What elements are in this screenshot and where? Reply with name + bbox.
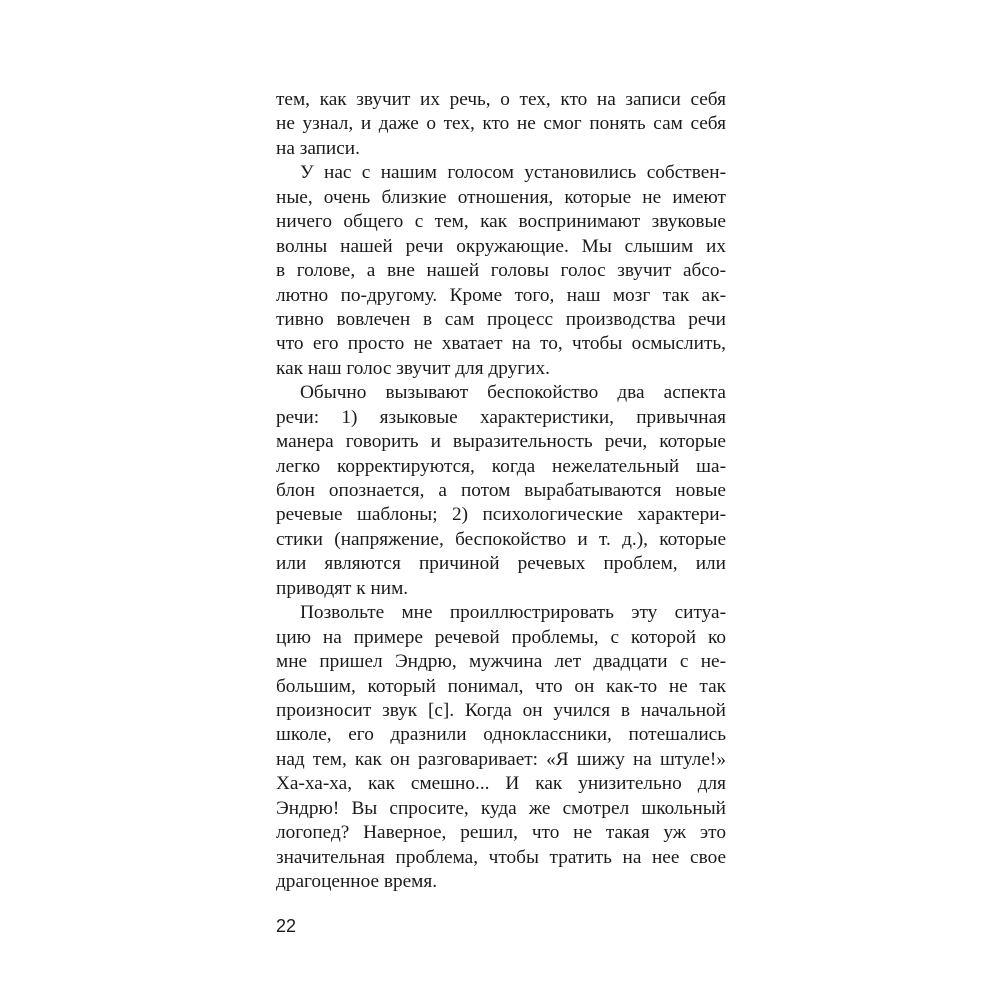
paragraph: [276, 601, 726, 894]
text-line: произносит звук [с]. Когда он учился в начальной: [276, 699, 726, 721]
text-line: легко корректируются, когда нежелательный ша-: [276, 455, 726, 477]
text-line: Ха-ха-ха, как смешно... И как унизительно для: [276, 773, 726, 795]
text-line: над тем, как он разговаривает: «Я шижу на штуле!»: [276, 748, 726, 770]
paragraph: [276, 381, 726, 601]
text-line: на записи.: [276, 137, 360, 159]
text-line: большим, который понимал, что он как-то не так: [276, 675, 726, 697]
text-line: блон опознается, а потом вырабатываются новые: [276, 480, 726, 501]
text-line: Позвольте мне проиллюстрировать эту ситуа-: [300, 602, 726, 624]
text-line: приводят к ним.: [276, 577, 409, 599]
text-line: стики (напряжение, беспокойство и т. д.), которые: [276, 528, 726, 550]
text-line: логопед? Наверное, решил, что не такая уж это: [276, 822, 726, 844]
text-line: речи: 1) языковые характеристики, привычная: [276, 406, 726, 428]
text-line: школе, его дразнили одноклассники, потешались: [276, 724, 726, 746]
page-number: 22: [276, 916, 297, 936]
text-line: лютно по-другому. Кроме того, наш мозг так ак-: [276, 284, 726, 306]
text-line: как наш голос звучит для других.: [276, 357, 550, 379]
text-line: Эндрю! Вы спросите, куда же смотрел школьный: [276, 797, 726, 819]
text-line: или являются причиной речевых проблем, или: [276, 553, 726, 575]
text-line: Обычно вызывают беспокойство два аспекта: [300, 382, 726, 404]
text-line: речевые шаблоны; 2) психологические характери-: [276, 504, 726, 526]
paragraph: [276, 88, 726, 161]
text-line: драгоценное время.: [276, 871, 438, 892]
text-line: У нас с нашим голосом установились собствен-: [300, 162, 726, 184]
text-line: цию на примере речевой проблемы, с которой ко: [276, 626, 726, 648]
text-line: тивно вовлечен в сам процесс производства речи: [276, 308, 726, 330]
text-line: волны нашей речи окружающие. Мы слышим их: [276, 235, 726, 257]
text-line: тем, как звучит их речь, о тех, кто на записи себя: [276, 89, 726, 110]
text-line: ничего общего с тем, как воспринимают звуковые: [276, 211, 726, 233]
paragraph: [276, 161, 726, 381]
text-line: манера говорить и выразительность речи, которые: [276, 431, 726, 453]
text-line: в голове, а вне нашей головы голос звучит абсо-: [276, 260, 726, 282]
text-line: мне пришел Эндрю, мужчина лет двадцати с не-: [276, 651, 726, 673]
book-page-text: [276, 88, 726, 894]
text-line: ные, очень близкие отношения, которые не имеют: [276, 186, 726, 208]
text-line: что его просто не хватает на то, чтобы осмыслить,: [276, 333, 726, 355]
text-line: значительная проблема, чтобы тратить на нее свое: [276, 846, 726, 868]
text-line: не узнал, и даже о тех, кто не смог понять сам себя: [276, 113, 726, 135]
